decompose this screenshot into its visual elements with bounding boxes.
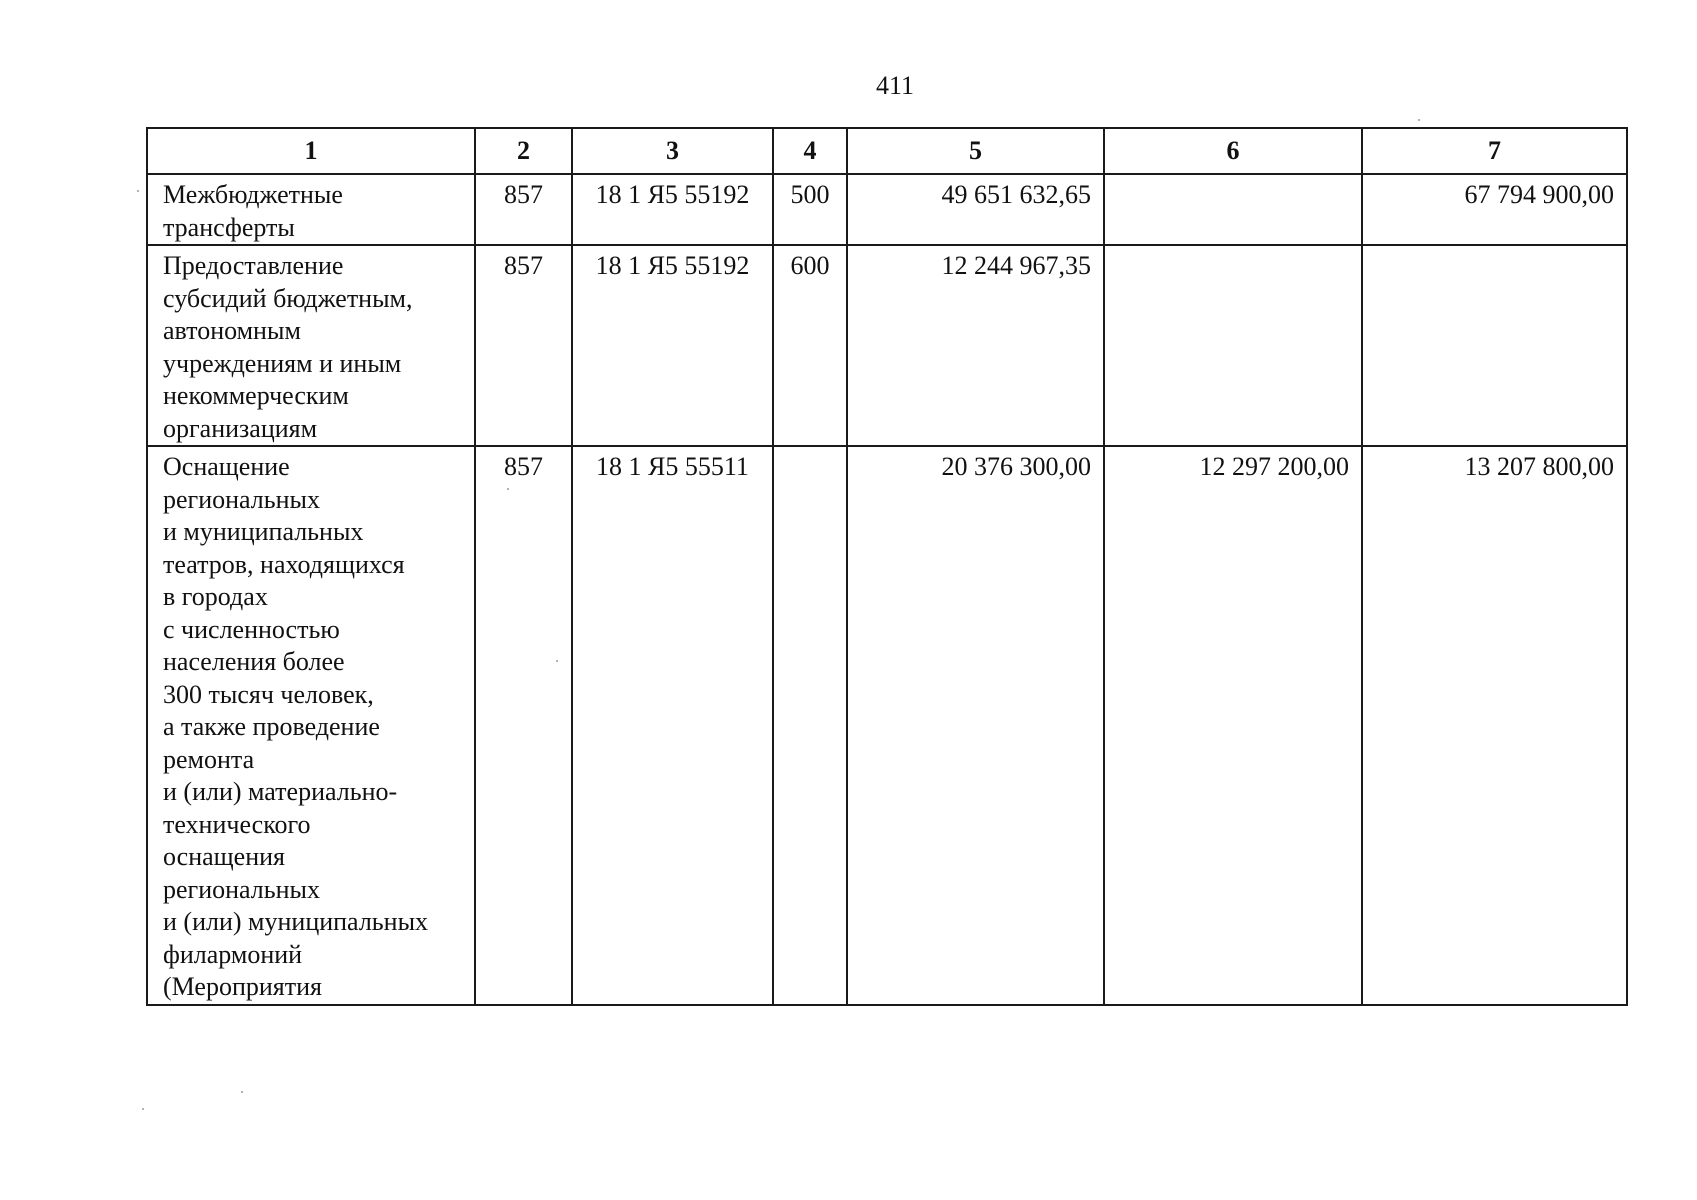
column-header: 6 xyxy=(1104,128,1362,174)
expense-name-line: некоммерческим xyxy=(163,381,349,410)
expense-type-cell: 500 xyxy=(773,174,847,245)
page-number: 411 xyxy=(875,71,915,100)
expense-name-line: региональных xyxy=(163,484,321,514)
expense-name-line: организациям xyxy=(163,413,318,443)
expense-type-cell: 600 xyxy=(773,245,847,446)
column-header: 7 xyxy=(1362,128,1627,174)
scan-speck xyxy=(142,1108,144,1110)
expense-name-line: и (или) материально- xyxy=(163,777,398,806)
expense-name-line: театров, находящихся xyxy=(163,549,405,579)
expense-name-line: филармоний xyxy=(163,939,303,969)
expense-name-line: а также проведение xyxy=(163,712,380,741)
scan-speck xyxy=(241,1091,243,1093)
department-code-cell: 857 xyxy=(475,245,572,446)
expense-name-line: населения более xyxy=(163,647,345,676)
table-row xyxy=(147,174,1627,245)
expense-name-line: региональных xyxy=(163,874,321,904)
expense-name-line: (Мероприятия xyxy=(163,972,322,1001)
column-header: 3 xyxy=(572,128,773,174)
department-code-cell: 857 xyxy=(475,174,572,245)
expense-name-line: технического xyxy=(163,809,311,839)
amount-col5-cell: 12 244 967,35 xyxy=(847,245,1104,446)
amount-col6-cell: 12 297 200,00 xyxy=(1104,446,1362,1005)
expense-name-line: в городах xyxy=(163,582,268,611)
table-row xyxy=(147,446,1627,1005)
expense-name-line: автономным xyxy=(163,316,301,345)
expense-name-line: с численностью xyxy=(163,614,340,644)
expense-name-line: Оснащение xyxy=(163,452,290,481)
department-code-cell: 857 xyxy=(475,446,572,1005)
expense-name-line: оснащения xyxy=(163,842,285,871)
expense-name-line: трансферты xyxy=(163,212,295,242)
expense-name-line: и муниципальных xyxy=(163,517,364,546)
expense-type-cell xyxy=(773,446,847,1005)
expense-name-line: ремонта xyxy=(163,744,255,774)
amount-col7-cell xyxy=(1362,245,1627,446)
expense-name-line: субсидий бюджетным, xyxy=(163,283,413,313)
scan-speck xyxy=(1418,119,1420,121)
scan-speck xyxy=(137,190,139,192)
amount-col6-cell xyxy=(1104,245,1362,446)
table-row xyxy=(147,245,1627,446)
expense-name-line: Предоставление xyxy=(163,251,344,280)
scan-speck xyxy=(556,660,558,662)
column-header: 2 xyxy=(475,128,572,174)
table-header-row xyxy=(147,128,1627,174)
expense-name-cell xyxy=(147,446,475,1005)
amount-col5-cell: 49 651 632,65 xyxy=(847,174,1104,245)
column-header: 5 xyxy=(847,128,1104,174)
target-article-cell: 18 1 Я5 55192 xyxy=(572,245,773,446)
expense-name-line: учреждениям и иным xyxy=(163,348,402,378)
column-header: 4 xyxy=(773,128,847,174)
expense-name-line: 300 тысяч человек, xyxy=(163,679,374,709)
target-article-cell: 18 1 Я5 55192 xyxy=(572,174,773,245)
target-article-cell: 18 1 Я5 55511 xyxy=(572,446,773,1005)
budget-table xyxy=(146,127,1628,1006)
column-header: 1 xyxy=(147,128,475,174)
amount-col7-cell: 67 794 900,00 xyxy=(1362,174,1627,245)
amount-col6-cell xyxy=(1104,174,1362,245)
expense-name-cell xyxy=(147,174,475,245)
amount-col5-cell: 20 376 300,00 xyxy=(847,446,1104,1005)
amount-col7-cell: 13 207 800,00 xyxy=(1362,446,1627,1005)
expense-name-line: Межбюджетные xyxy=(163,180,343,209)
expense-name-line: и (или) муниципальных xyxy=(163,907,429,936)
expense-name-cell xyxy=(147,245,475,446)
scan-speck xyxy=(507,488,509,490)
